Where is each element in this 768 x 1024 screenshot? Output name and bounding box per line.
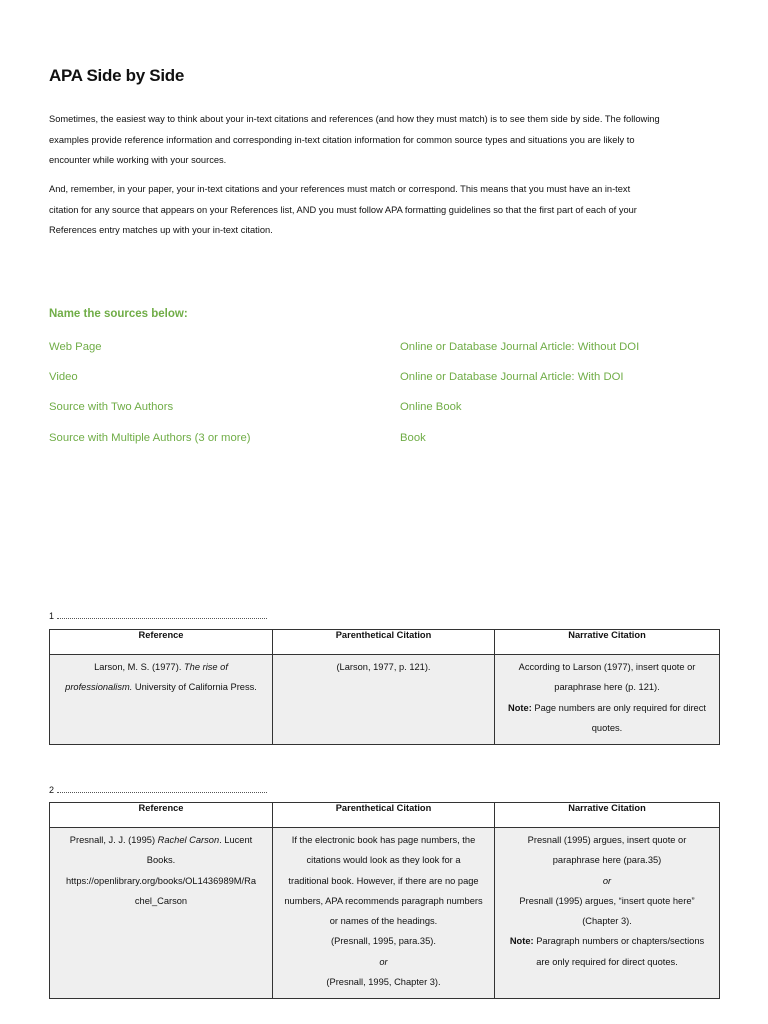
note-label: Note: [509,936,534,947]
table-row [50,828,720,999]
parenthetical-line: or names of the headings. [329,916,438,927]
source-type-journal-without-doi: Online or Database Journal Article: Without DOI [400,341,640,353]
header-parenthetical: Parenthetical Citation [273,803,495,828]
source-type-book: Book [400,432,426,444]
citation-table-2 [49,802,720,999]
parenthetical-line: citations would look as they look for a [306,855,461,866]
narrative-line: Presnall (1995) argues, “insert quote here” [519,895,695,906]
header-reference: Reference [50,630,273,655]
reference-title: professionalism. [65,682,133,693]
source-type-online-book: Online Book [400,401,462,413]
reference-line [54,677,268,697]
intro-line: References entry matches up with your in-text citation. [49,225,273,235]
citation-table-1 [49,629,720,745]
reference-text: . Lucent [219,835,253,845]
page-title: APA Side by Side [49,66,185,85]
reference-cell [50,828,273,999]
note-label: Note: [508,702,532,713]
parenthetical-cell [273,828,495,999]
parenthetical-text: (Larson, 1977, p. 121). [336,662,431,672]
intro-line: And, remember, in your paper, your in-text citations and your references must match or correspond. This means that you must have an in-text [49,184,631,194]
note-line [499,931,715,951]
intro-line: encounter while working with your sources. [49,155,227,165]
reference-line [54,830,268,850]
answer-blank-2[interactable] [49,784,267,795]
header-narrative: Narrative Citation [495,803,720,828]
dotted-answer-line [57,784,267,793]
intro-line: citation for any source that appears on your References list, AND you must follow APA formatting guidelines so that the first part of each of your [49,204,637,215]
reference-publisher: University of California Press. [132,682,257,693]
header-parenthetical: Parenthetical Citation [273,630,495,655]
or-text: or [602,875,612,886]
table-header-row [50,630,720,655]
reference-title: Rachel Carson [157,835,220,845]
source-type-two-authors: Source with Two Authors [49,401,174,413]
narrative-line: paraphrase here (p. 121). [554,682,660,693]
narrative-line: paraphrase here (para.35) [552,855,662,866]
sources-heading: Name the sources below: [49,308,188,320]
parenthetical-cell [273,655,495,745]
intro-line: Sometimes, the easiest way to think about your in-text citations and references (and how they must match) is to see them side by side. The following [49,114,660,124]
dotted-answer-line [57,610,267,619]
table-header-row [50,803,720,828]
narrative-line: Presnall (1995) argues, insert quote or [527,835,687,845]
example-number: 2 [49,785,55,795]
note-text: Paragraph numbers or chapters/sections [533,936,705,947]
source-type-video: Video [49,371,78,383]
parenthetical-or [277,952,490,972]
note-text: Page numbers are only required for direct [531,702,706,713]
parenthetical-line: numbers, APA recommends paragraph numbers [284,895,483,906]
intro-paragraph-2 [49,179,717,241]
note-line: are only required for direct quotes. [536,956,678,967]
source-type-multiple-authors: Source with Multiple Authors (3 or more) [49,432,251,444]
answer-blank-1[interactable] [49,610,267,621]
reference-line [54,657,268,677]
reference-title: The rise of [184,662,228,672]
reference-text: Presnall, J. J. (1995) [69,835,158,845]
reference-line: Books. [146,855,176,866]
example-number: 1 [49,611,55,621]
source-type-web-page: Web Page [49,341,102,353]
narrative-cell [495,655,720,745]
header-reference: Reference [50,803,273,828]
reference-cell [50,655,273,745]
table-row [50,655,720,745]
narrative-line: (Chapter 3). [582,916,632,927]
reference-url: https://openlibrary.org/books/OL1436989M/Ra [65,875,256,886]
intro-line: examples provide reference information and corresponding in-text citation information for common source types and situations you are likely to [49,134,635,145]
header-narrative: Narrative Citation [495,630,720,655]
or-text: or [379,956,388,967]
source-type-journal-with-doi: Online or Database Journal Article: With DOI [400,371,624,383]
note-line [499,698,715,718]
intro-paragraph-1 [49,109,717,171]
reference-url: chel_Carson [134,895,188,906]
parenthetical-line: (Presnall, 1995, Chapter 3). [326,977,441,988]
parenthetical-line: (Presnall, 1995, para.35). [331,936,436,947]
narrative-or [499,871,715,891]
reference-text: Larson, M. S. (1977). [94,662,184,672]
parenthetical-line: If the electronic book has page numbers, the [291,835,476,845]
narrative-cell [495,828,720,999]
narrative-line: According to Larson (1977), insert quote or [518,662,696,672]
parenthetical-line: traditional book. However, if there are no page [288,875,479,886]
note-line: quotes. [591,722,623,733]
